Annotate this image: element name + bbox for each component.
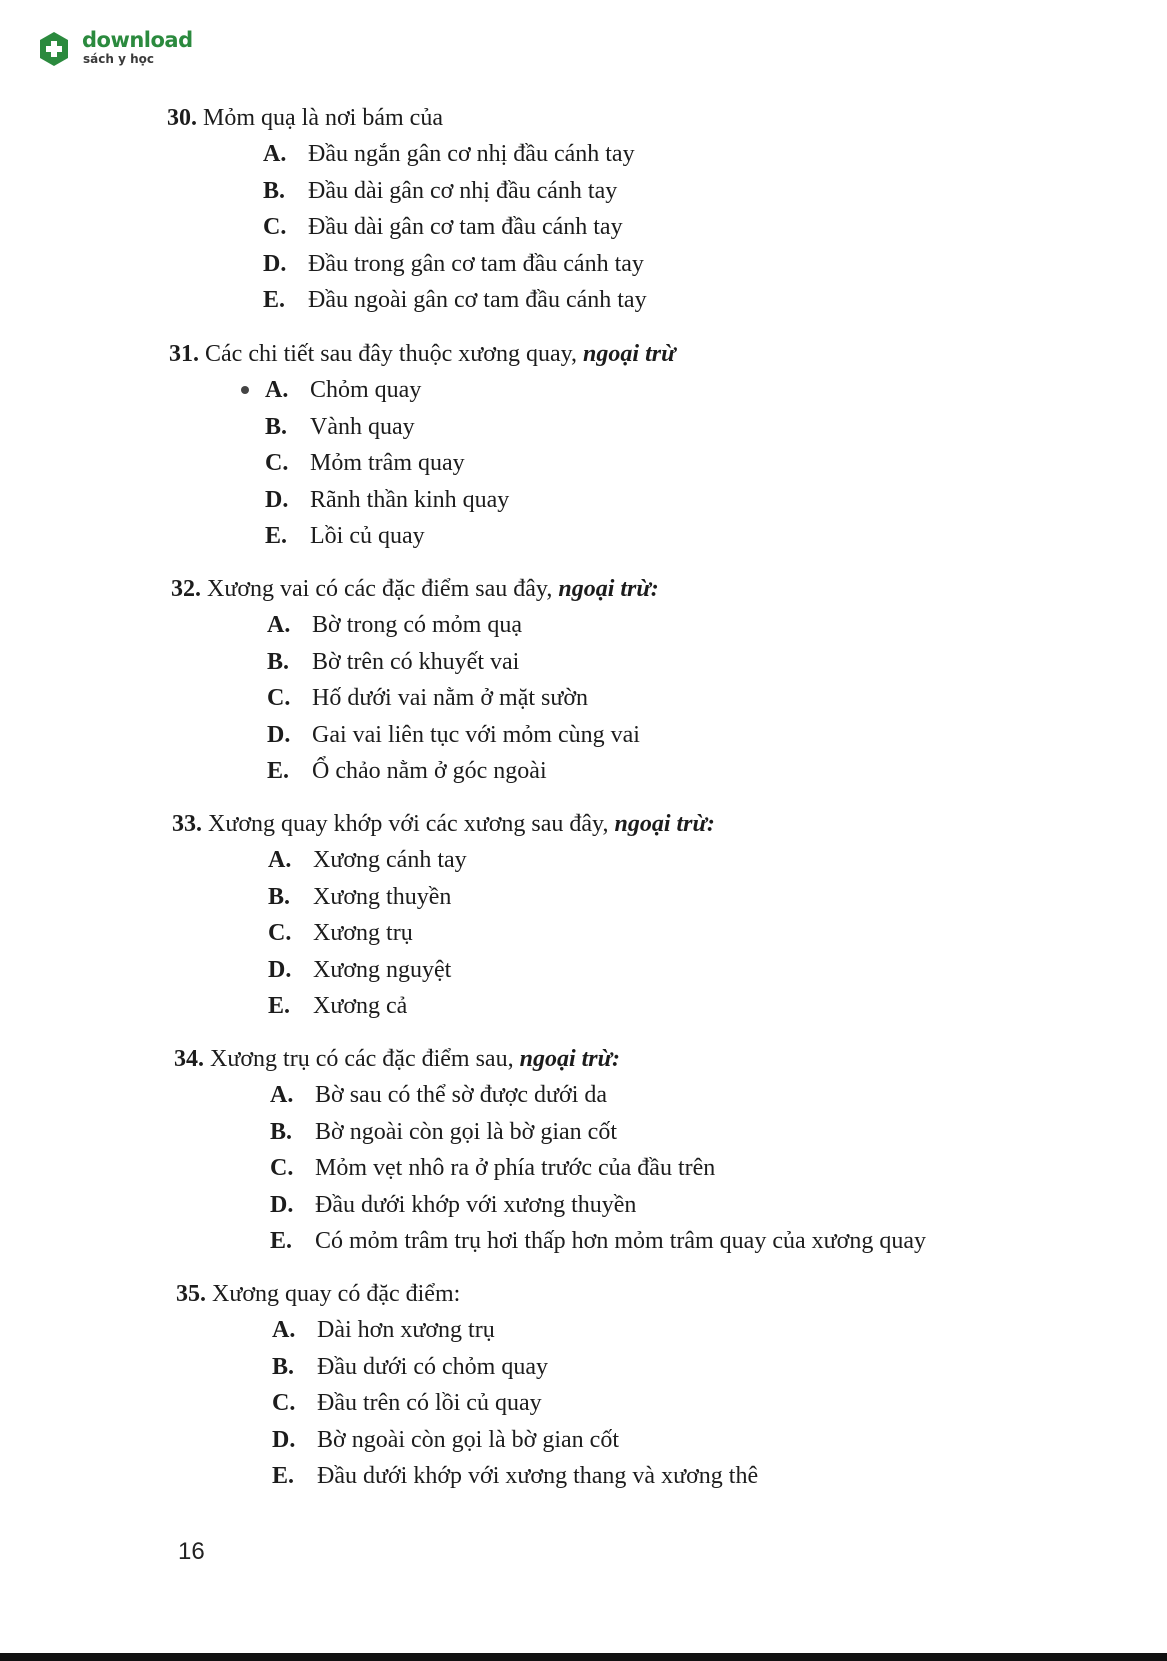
option-list — [167, 136, 647, 319]
option-b — [272, 1349, 758, 1386]
option-letter: E. — [270, 1228, 293, 1254]
option-text: Đầu trên có lồi củ quay — [317, 1390, 542, 1416]
option-text: Đầu dưới khớp với xương thang và xương thê — [317, 1463, 759, 1489]
option-e — [265, 518, 675, 555]
question-34 — [174, 1041, 926, 1260]
option-letter: C. — [263, 214, 287, 240]
option-letter: B. — [265, 413, 288, 440]
option-text: Lồi củ quay — [310, 523, 425, 549]
page-number: 16 — [178, 1538, 205, 1565]
option-d — [270, 1187, 926, 1224]
option-text: Đầu trong gân cơ tam đầu cánh tay — [308, 250, 644, 277]
option-text: Ổ chảo nằm ở góc ngoài — [312, 758, 547, 784]
option-c — [270, 1150, 926, 1187]
option-letter: E. — [272, 1463, 295, 1489]
question-emphasis: ngoại trừ: — [519, 1046, 620, 1072]
option-b — [268, 879, 715, 916]
option-letter: A. — [267, 612, 291, 638]
question-text: Các chi tiết sau đây thuộc xương quay, — [205, 341, 578, 367]
option-text: Xương nguyệt — [313, 956, 452, 983]
option-a — [263, 136, 647, 173]
question-stem — [172, 806, 715, 842]
option-text: Bờ ngoài còn gọi là bờ gian cốt — [317, 1426, 619, 1453]
question-33 — [172, 806, 715, 1025]
logo-subtitle: sách y học — [83, 52, 154, 66]
option-b — [265, 409, 675, 446]
question-31 — [169, 336, 675, 555]
option-a — [267, 607, 659, 644]
option-letter: A. — [265, 377, 289, 403]
option-text: Hố dưới vai nằm ở mặt sườn — [312, 685, 589, 711]
option-d — [267, 717, 659, 754]
option-letter: C. — [268, 920, 292, 946]
option-list — [176, 1312, 758, 1495]
option-letter: A. — [270, 1082, 294, 1108]
question-text: Xương quay có đặc điểm: — [212, 1281, 461, 1307]
option-text: Rãnh thần kinh quay — [310, 486, 510, 513]
option-letter: B. — [267, 648, 290, 675]
option-letter: D. — [272, 1426, 296, 1453]
option-b — [263, 173, 647, 210]
option-letter: E. — [268, 993, 291, 1019]
option-letter: D. — [267, 721, 291, 748]
option-a — [265, 372, 675, 409]
option-text: Đầu ngoài gân cơ tam đầu cánh tay — [308, 287, 647, 313]
option-text: Đầu dưới khớp với xương thuyền — [315, 1191, 637, 1218]
option-text: Mỏm vẹt nhô ra ở phía trước của đầu trên — [315, 1155, 716, 1181]
question-number: 35. — [176, 1281, 206, 1307]
option-text: Gai vai liên tục với mỏm cùng vai — [312, 721, 640, 748]
option-b — [267, 644, 659, 681]
option-letter: B. — [270, 1118, 293, 1145]
option-e — [263, 282, 647, 319]
option-e — [270, 1223, 926, 1260]
option-letter: B. — [268, 883, 291, 910]
option-text: Vành quay — [310, 413, 415, 440]
option-c — [272, 1385, 758, 1422]
scan-edge-bar — [0, 1653, 1167, 1661]
option-d — [265, 482, 675, 519]
option-list — [169, 372, 675, 555]
option-e — [267, 753, 659, 790]
option-letter: E. — [263, 287, 286, 313]
option-text: Bờ trên có khuyết vai — [312, 648, 520, 675]
option-b — [270, 1114, 926, 1151]
option-c — [265, 445, 675, 482]
question-number: 33. — [172, 811, 202, 837]
option-text: Xương thuyền — [313, 883, 452, 910]
question-text: Xương vai có các đặc điểm sau đây, — [207, 576, 553, 602]
option-letter: D. — [268, 956, 292, 983]
question-number: 32. — [171, 576, 201, 602]
option-letter: B. — [263, 177, 286, 204]
option-text: Đầu dài gân cơ nhị đầu cánh tay — [308, 177, 618, 204]
question-stem — [171, 571, 659, 607]
option-letter: A. — [263, 141, 287, 167]
option-letter: E. — [267, 758, 290, 784]
option-text: Có mỏm trâm trụ hơi thấp hơn mỏm trâm quay của xương quay — [315, 1228, 926, 1254]
question-emphasis: ngoại trừ: — [614, 811, 715, 837]
question-stem — [167, 100, 647, 136]
question-32 — [171, 571, 659, 790]
option-e — [272, 1458, 758, 1495]
question-number: 34. — [174, 1046, 204, 1072]
option-letter: C. — [267, 685, 291, 711]
option-letter: E. — [265, 523, 288, 549]
question-number: 31. — [169, 341, 199, 367]
option-text: Bờ trong có mỏm quạ — [312, 612, 522, 638]
option-list — [171, 607, 659, 790]
option-text: Bờ sau có thể sờ được dưới da — [315, 1082, 608, 1108]
option-text: Dài hơn xương trụ — [317, 1317, 495, 1343]
option-a — [270, 1077, 926, 1114]
option-letter: A. — [272, 1317, 296, 1343]
question-35 — [176, 1276, 758, 1495]
question-stem — [176, 1276, 758, 1312]
question-stem — [169, 336, 675, 372]
option-c — [268, 915, 715, 952]
option-d — [263, 246, 647, 283]
option-e — [268, 988, 715, 1025]
question-emphasis: ngoại trừ — [583, 341, 676, 367]
question-number: 30. — [167, 105, 197, 131]
option-letter: C. — [265, 450, 289, 476]
option-list — [172, 842, 715, 1025]
option-text: Đầu ngắn gân cơ nhị đầu cánh tay — [308, 141, 635, 167]
question-text: Xương trụ có các đặc điểm sau, — [210, 1046, 514, 1072]
question-stem — [174, 1041, 926, 1077]
option-d — [272, 1422, 758, 1459]
option-list — [174, 1077, 926, 1260]
option-text: Xương trụ — [313, 920, 413, 946]
option-text: Xương cả — [313, 993, 408, 1019]
option-letter: D. — [263, 250, 287, 277]
option-a — [268, 842, 715, 879]
option-c — [267, 680, 659, 717]
option-text: Đầu dưới có chỏm quay — [317, 1353, 548, 1380]
option-a — [272, 1312, 758, 1349]
option-letter: D. — [270, 1191, 294, 1218]
bullet-mark-icon — [241, 386, 249, 394]
option-letter: A. — [268, 847, 292, 873]
option-letter: C. — [270, 1155, 294, 1181]
option-d — [268, 952, 715, 989]
option-text: Xương cánh tay — [313, 847, 467, 873]
option-text: Chỏm quay — [310, 377, 422, 403]
option-text: Đầu dài gân cơ tam đầu cánh tay — [308, 214, 623, 240]
option-text: Mỏm trâm quay — [310, 450, 465, 476]
option-text: Bờ ngoài còn gọi là bờ gian cốt — [315, 1118, 617, 1145]
question-emphasis: ngoại trừ: — [558, 576, 659, 602]
option-letter: C. — [272, 1390, 296, 1416]
option-letter: D. — [265, 486, 289, 513]
option-c — [263, 209, 647, 246]
medical-cross-icon — [34, 28, 74, 68]
logo-wordmark: download — [82, 28, 193, 52]
option-letter: B. — [272, 1353, 295, 1380]
question-30 — [167, 100, 647, 319]
question-text: Mỏm quạ là nơi bám của — [203, 105, 443, 131]
question-text: Xương quay khớp với các xương sau đây, — [208, 811, 609, 837]
